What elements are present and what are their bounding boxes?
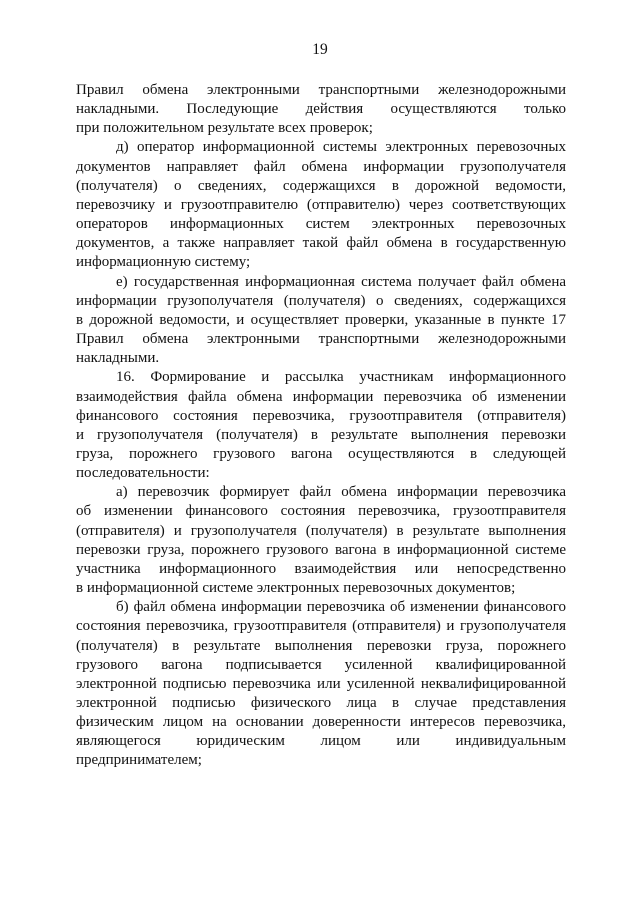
page-number: 19	[312, 41, 328, 58]
text-line: (получателя) о сведениях, содержащихся в дорожной ведомости,	[76, 177, 566, 194]
text-line: при положительном результате всех проверок;	[76, 120, 373, 137]
text-line: в дорожной ведомости, и осуществляет проверки, указанные в пункте 17	[76, 311, 566, 328]
text-line: физическим лицом на основании доверенности интересов перевозчика,	[76, 714, 566, 731]
text-line: последовательности:	[76, 465, 210, 482]
paragraph	[76, 483, 566, 598]
text-line: накладными. Последующие действия осуществляются только	[76, 101, 566, 118]
text-line: являющегося юридическим лицом или индивидуальным	[76, 733, 566, 750]
text-line: перевозчику и грузоотправителю (отправителю) через соответствующих	[76, 196, 566, 213]
text-line: е) государственная информационная система получает файл обмена	[116, 273, 566, 290]
text-line: информации грузополучателя (получателя) о сведениях, содержащихся	[76, 292, 566, 309]
paragraph	[76, 368, 566, 483]
text-line: участника информационного взаимодействия или непосредственно	[76, 560, 566, 577]
text-line: а) перевозчик формирует файл обмена информации перевозчика	[116, 484, 566, 501]
paragraph	[76, 598, 566, 770]
text-line: электронной подписью перевозчика или усиленной неквалифицированной	[76, 675, 566, 692]
text-line: б) файл обмена информации перевозчика об изменении финансового	[116, 599, 566, 616]
text-line: 16. Формирование и рассылка участникам информационного	[116, 369, 566, 386]
text-line: состояния перевозчика, грузоотправителя (отправителя) и грузополучателя	[76, 618, 566, 635]
text-line: накладными.	[76, 350, 160, 367]
text-line: в информационной системе электронных перевозочных документов;	[76, 580, 516, 597]
paragraph	[76, 138, 566, 272]
text-line: об изменении финансового состояния перевозчика, грузоотправителя	[76, 503, 566, 520]
text-line: (получателя) в результате выполнения перевозки груза, порожнего	[76, 637, 566, 654]
text-line: перевозки груза, порожнего грузового вагона в информационной системе	[76, 541, 566, 558]
text-line: документов направляет файл обмена информации грузополучателя	[76, 158, 566, 175]
text-line: грузового вагона подписывается усиленной квалифицированной	[76, 656, 566, 673]
text-line: информационную систему;	[76, 254, 251, 271]
text-line: груза, порожнего грузового вагона осуществляются в следующей	[76, 445, 566, 462]
text-line: Правил обмена электронными транспортными железнодорожными	[76, 82, 566, 98]
text-line: документов, а также направляет такой файл обмена в государственную	[76, 235, 566, 252]
text-line: финансового состояния перевозчика, грузоотправителя (отправителя)	[76, 407, 566, 424]
paragraph	[76, 273, 566, 369]
text-line: и грузополучателя (получателя) в результате выполнения перевозки	[76, 426, 566, 443]
text-line: (отправителя) и грузополучателя (получателя) в результате выполнения	[76, 522, 566, 539]
text-line: взаимодействия файла обмена информации перевозчика об изменении	[76, 388, 566, 405]
text-line: электронной подписью физического лица в случае представления	[76, 695, 566, 711]
text-line: Правил обмена электронными транспортными железнодорожными	[76, 331, 566, 348]
document-body	[76, 81, 566, 771]
paragraph	[76, 81, 566, 138]
text-line: д) оператор информационной системы электронных перевозочных	[116, 139, 566, 156]
text-line: операторов информационных систем электронных перевозочных	[76, 216, 566, 233]
text-line: предпринимателем;	[76, 752, 202, 769]
